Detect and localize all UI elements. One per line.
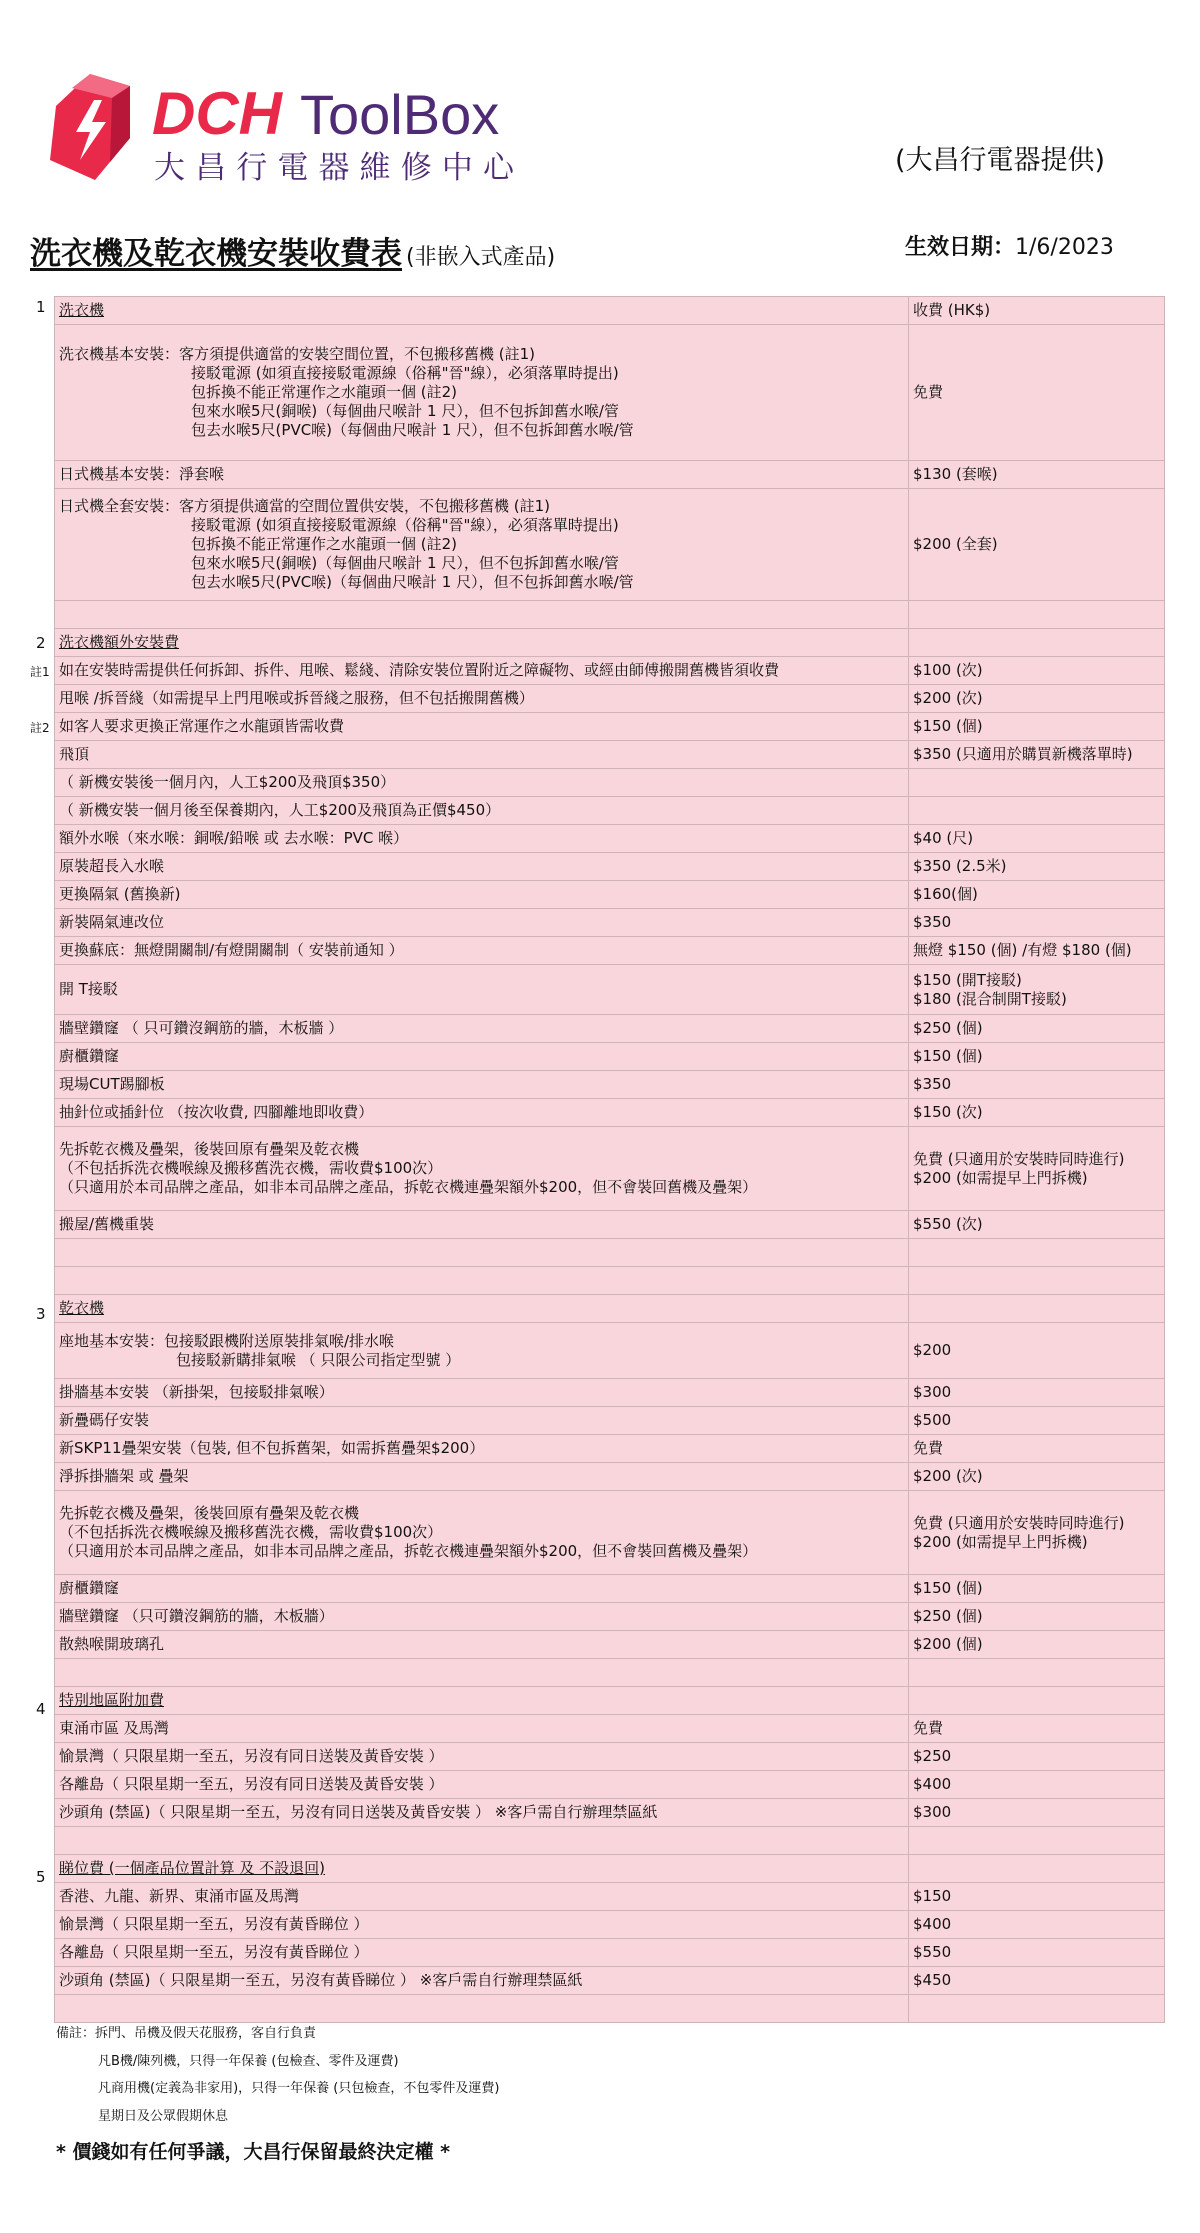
item-label: 飛頂 [55,741,909,769]
item-fee: $150 [909,1883,1165,1911]
item-fee: $200 [909,1323,1165,1379]
item-label: 香港、九龍、新界、東涌市區及馬灣 [55,1883,909,1911]
item-label [55,1127,909,1211]
section-title-text: 洗衣機 [59,301,105,319]
item-fee [909,769,1165,797]
item-line: （只適用於本司品牌之產品，如非本司品牌之產品，拆乾衣機連疊架額外$200，但不會裝回舊機及疊架） [59,1178,758,1196]
table-row [55,853,1165,881]
table-row [55,881,1165,909]
item-line: 洗衣機基本安裝：客方須提供適當的安裝空間位置，不包搬移舊機 (註1) [59,345,536,363]
table-row [55,1071,1165,1099]
item-fee: $350 (2.5米) [909,853,1165,881]
item-label: 新疊碼仔安裝 [55,1407,909,1435]
table-row [55,1771,1165,1799]
item-fee: $160(個) [909,881,1165,909]
item-line: 包來水喉5尺(銅喉)（每個曲尺喉計 1 尺），但不包拆卸舊水喉/管 [191,554,619,572]
table-row [55,1855,1165,1883]
item-line: 包拆換不能正常運作之水龍頭一個 (註2) [191,383,458,401]
item-fee: $200 (個) [909,1631,1165,1659]
empty-cell [55,1267,909,1295]
item-fee: $450 [909,1967,1165,1995]
item-line: 包拆換不能正常運作之水龍頭一個 (註2) [191,535,458,553]
item-label: 如客人要求更換正常運作之水龍頭皆需收費 [55,713,909,741]
remark-line: 星期日及公眾假期休息 [98,2108,229,2124]
page-title [30,228,555,273]
table-row [55,797,1165,825]
item-fee: $550 (次) [909,1211,1165,1239]
item-fee: 免費 [909,1435,1165,1463]
item-label [55,1491,909,1575]
item-label: 沙頭角 (禁區)（ 只限星期一至五，另沒有黃昏睇位 ） ※客戶需自行辦理禁區紙 [55,1967,909,1995]
item-fee: $250 [909,1743,1165,1771]
table-row [55,1099,1165,1127]
section-title-text: 洗衣機額外安裝費 [59,633,180,651]
section-number-3: 3 [36,1305,46,1323]
table-row [55,1883,1165,1911]
section-number-4: 4 [36,1700,46,1718]
table-row [55,629,1165,657]
item-label: 淨拆掛牆架 或 疊架 [55,1463,909,1491]
item-fee: $150 (個) [909,1043,1165,1071]
item-label: 更換隔氣 (舊換新) [55,881,909,909]
table-row [55,1015,1165,1043]
item-label: 各離島（ 只限星期一至五，另沒有同日送裝及黃昏安裝 ） [55,1771,909,1799]
section-number-2: 2 [36,634,46,652]
logo-brand-cn: 大昌行電器維修中心 [154,150,514,186]
section-title-text: 睇位費 (一個產品位置計算 及 不設退回) [59,1859,326,1877]
table-row [55,1239,1165,1267]
item-fee: $350 (只適用於購買新機落單時) [909,741,1165,769]
fee-line: $200 (如需提早上門拆機) [913,1168,1088,1187]
empty-cell [909,1239,1165,1267]
item-label: 開 T接駁 [55,965,909,1015]
table-row [55,657,1165,685]
item-label: 廚櫃鑽窿 [55,1575,909,1603]
item-label: （ 新機安裝一個月後至保養期內，人工$200及飛頂為正價$450） [55,797,909,825]
table-row [55,1211,1165,1239]
table-row [55,1603,1165,1631]
section-title [55,297,909,325]
item-fee: $400 [909,1911,1165,1939]
item-label [55,489,909,601]
item-fee: $250 (個) [909,1015,1165,1043]
table-row [55,1379,1165,1407]
empty-cell [909,1687,1165,1715]
item-line: （不包括拆洗衣機喉線及搬移舊洗衣機，需收費$100次） [59,1523,443,1541]
table-row [55,825,1165,853]
item-fee: $300 [909,1379,1165,1407]
fee-table [54,296,1165,2023]
item-line: 包去水喉5尺(PVC喉)（每個曲尺喉計 1 尺），但不包拆卸舊水喉/管 [191,573,634,591]
table-row [55,1743,1165,1771]
note-marker-2: 註2 [30,721,50,735]
item-label: 各離島（ 只限星期一至五，另沒有黃昏睇位 ） [55,1939,909,1967]
item-label: 更換蘇底：無燈開關制/有燈開關制（ 安裝前通知 ） [55,937,909,965]
remark-line: 備註：拆門、吊機及假天花服務，客自行負責 [56,2026,317,2041]
item-fee: $350 [909,1071,1165,1099]
item-fee: 免費 [909,1715,1165,1743]
item-fee: 免費 [909,325,1165,461]
table-row [55,325,1165,461]
table-row [55,1575,1165,1603]
item-line: 先拆乾衣機及疊架，後裝回原有疊架及乾衣機 [59,1140,360,1158]
table-row [55,741,1165,769]
item-fee [909,797,1165,825]
section-title [55,629,909,657]
table-row [55,909,1165,937]
table-row [55,1631,1165,1659]
item-line: （只適用於本司品牌之產品，如非本司品牌之產品，拆乾衣機連疊架額外$200，但不會裝回舊機及疊架） [59,1542,758,1560]
empty-cell [909,1659,1165,1687]
empty-cell [909,1295,1165,1323]
table-row [55,1939,1165,1967]
section-title-text: 特別地區附加費 [59,1691,165,1709]
item-fee: $350 [909,909,1165,937]
section-number-1: 1 [36,298,46,316]
table-row [55,1407,1165,1435]
item-label: 新SKP11疊架安裝（包裝, 但不包拆舊架，如需拆舊疊架$200） [55,1435,909,1463]
item-label: 牆壁鑽窿 （ 只可鑽沒鋼筋的牆，木板牆 ） [55,1015,909,1043]
item-line: 包來水喉5尺(銅喉)（每個曲尺喉計 1 尺），但不包拆卸舊水喉/管 [191,402,619,420]
table-row [55,297,1165,325]
item-fee: $250 (個) [909,1603,1165,1631]
item-fee [909,1127,1165,1211]
item-line: 座地基本安裝：包接駁跟機附送原裝排氣喉/排水喉 [59,1331,395,1350]
remarks [56,2020,499,2130]
page-subtitle: (非嵌入式產品) [406,245,556,270]
effective-date [905,230,1114,261]
empty-cell [55,1827,909,1855]
fee-line: $180 (混合制開T接駁) [913,989,1067,1008]
item-fee: $40 (尺) [909,825,1165,853]
item-fee: $400 [909,1771,1165,1799]
fee-line: $200 (如需提早上門拆機) [913,1532,1088,1551]
item-fee: $200 (次) [909,1463,1165,1491]
item-label: 牆壁鑽窿 （只可鑽沒鋼筋的牆，木板牆） [55,1603,909,1631]
table-row [55,713,1165,741]
fee-line: 免費 (只適用於安裝時同時進行) [913,1513,1125,1532]
item-fee: $200 (次) [909,685,1165,713]
empty-cell [909,1995,1165,2023]
empty-cell [55,1239,909,1267]
table-row [55,1267,1165,1295]
empty-cell [55,1995,909,2023]
remark-line: 凡B機/陳列機，只得一年保養 (包檢查、零件及運費) [98,2053,399,2069]
page-title-text: 洗衣機及乾衣機安裝收費表 [30,236,402,272]
item-fee: $150 (個) [909,713,1165,741]
item-fee: $150 (個) [909,1575,1165,1603]
item-label: 新裝隔氣連改位 [55,909,909,937]
table-row [55,461,1165,489]
item-line: 接駁電源 (如須直接接駁電源線（俗稱"晉"線），必須落單時提出) [191,364,619,382]
item-label: 掛牆基本安裝 （新掛架，包接駁排氣喉） [55,1379,909,1407]
item-fee: $300 [909,1799,1165,1827]
item-fee [909,965,1165,1015]
table-row [55,601,1165,629]
fee-header: 收費 (HK$) [909,297,1165,325]
empty-cell [909,1827,1165,1855]
table-row [55,1911,1165,1939]
table-row [55,769,1165,797]
item-label: 日式機基本安裝：淨套喉 [55,461,909,489]
item-label: 沙頭角 (禁區)（ 只限星期一至五，另沒有同日送裝及黃昏安裝 ） ※客戶需自行辦理禁區紙 [55,1799,909,1827]
item-label [55,1323,909,1379]
item-fee: $150 (次) [909,1099,1165,1127]
empty-cell [909,1855,1165,1883]
item-label [55,325,909,461]
item-line: 包去水喉5尺(PVC喉)（每個曲尺喉計 1 尺），但不包拆卸舊水喉/管 [191,421,634,439]
item-label: 額外水喉（來水喉：銅喉/鉛喉 或 去水喉：PVC 喉） [55,825,909,853]
table-row [55,1323,1165,1379]
item-label: （ 新機安裝後一個月內，人工$200及飛頂$350） [55,769,909,797]
item-fee [909,1491,1165,1575]
item-fee: $100 (次) [909,657,1165,685]
item-fee: $200 (全套) [909,489,1165,601]
item-label: 散熱喉開玻璃孔 [55,1631,909,1659]
item-line: 接駁電源 (如須直接接駁電源線（俗稱"晉"線），必須落單時提出) [191,516,619,534]
table-row [55,965,1165,1015]
item-label: 愉景灣（ 只限星期一至五，另沒有同日送裝及黃昏安裝 ） [55,1743,909,1771]
table-row [55,1295,1165,1323]
dch-toolbox-logo [50,68,530,194]
provider-note: (大昌行電器提供) [895,145,1106,176]
table-row [55,1491,1165,1575]
item-line: 先拆乾衣機及疊架，後裝回原有疊架及乾衣機 [59,1504,360,1522]
item-fee: $130 (套喉) [909,461,1165,489]
empty-cell [909,601,1165,629]
item-label: 廚櫃鑽窿 [55,1043,909,1071]
item-label: 現場CUT踢腳板 [55,1071,909,1099]
empty-cell [55,601,909,629]
logo-brand-a: DCH [152,80,282,147]
table-row [55,1659,1165,1687]
table-row [55,1715,1165,1743]
table-row [55,489,1165,601]
empty-cell [55,1659,909,1687]
remark-line: 凡商用機(定義為非家用)，只得一年保養 (只包檢查，不包零件及運費) [98,2081,500,2096]
table-row [55,1827,1165,1855]
item-fee: 無燈 $150 (個) /有燈 $180 (個) [909,937,1165,965]
section-title [55,1855,909,1883]
section-title-text: 乾衣機 [59,1299,105,1317]
table-row [55,1995,1165,2023]
item-label: 搬屋/舊機重裝 [55,1211,909,1239]
table-row [55,1435,1165,1463]
item-line: 日式機全套安裝：客方須提供適當的空間位置供安裝，不包搬移舊機 (註1) [59,497,551,515]
item-label: 抽針位或插針位 （按次收費, 四腳離地即收費） [55,1099,909,1127]
table-row [55,685,1165,713]
effective-label: 生效日期： [905,235,1016,260]
section-title [55,1687,909,1715]
table-row [55,937,1165,965]
fee-line: $150 (開T接駁) [913,970,1022,989]
item-fee: $500 [909,1407,1165,1435]
final-disclaimer: * 價錢如有任何爭議，大昌行保留最終決定權 * [56,2141,451,2163]
item-label: 東涌市區 及馬灣 [55,1715,909,1743]
table-row [55,1463,1165,1491]
item-label: 愉景灣（ 只限星期一至五，另沒有黃昏睇位 ） [55,1911,909,1939]
item-line: 包接駁新購排氣喉 （ 只限公司指定型號 ） [176,1350,461,1369]
table-row [55,1967,1165,1995]
item-label: 原裝超長入水喉 [55,853,909,881]
fee-line: 免費 (只適用於安裝時同時進行) [913,1149,1125,1168]
item-fee: $550 [909,1939,1165,1967]
empty-cell [909,1267,1165,1295]
table-row [55,1799,1165,1827]
table-row [55,1043,1165,1071]
empty-cell [909,629,1165,657]
section-title [55,1295,909,1323]
logo-brand-b: ToolBox [300,83,500,146]
table-row [55,1687,1165,1715]
item-label: 甩喉 /拆晉綫（如需提早上門甩喉或拆晉綫之服務，但不包括搬開舊機） [55,685,909,713]
item-line: （不包括拆洗衣機喉線及搬移舊洗衣機，需收費$100次） [59,1159,443,1177]
table-row [55,1127,1165,1211]
item-label: 如在安裝時需提供任何拆卸、拆件、甩喉、鬆綫、清除安裝位置附近之障礙物、或經由師傅搬開舊機皆須收費 [55,657,909,685]
section-number-5: 5 [36,1868,46,1886]
note-marker-1: 註1 [30,665,50,679]
effective-date-value: 1/6/2023 [1015,235,1114,260]
